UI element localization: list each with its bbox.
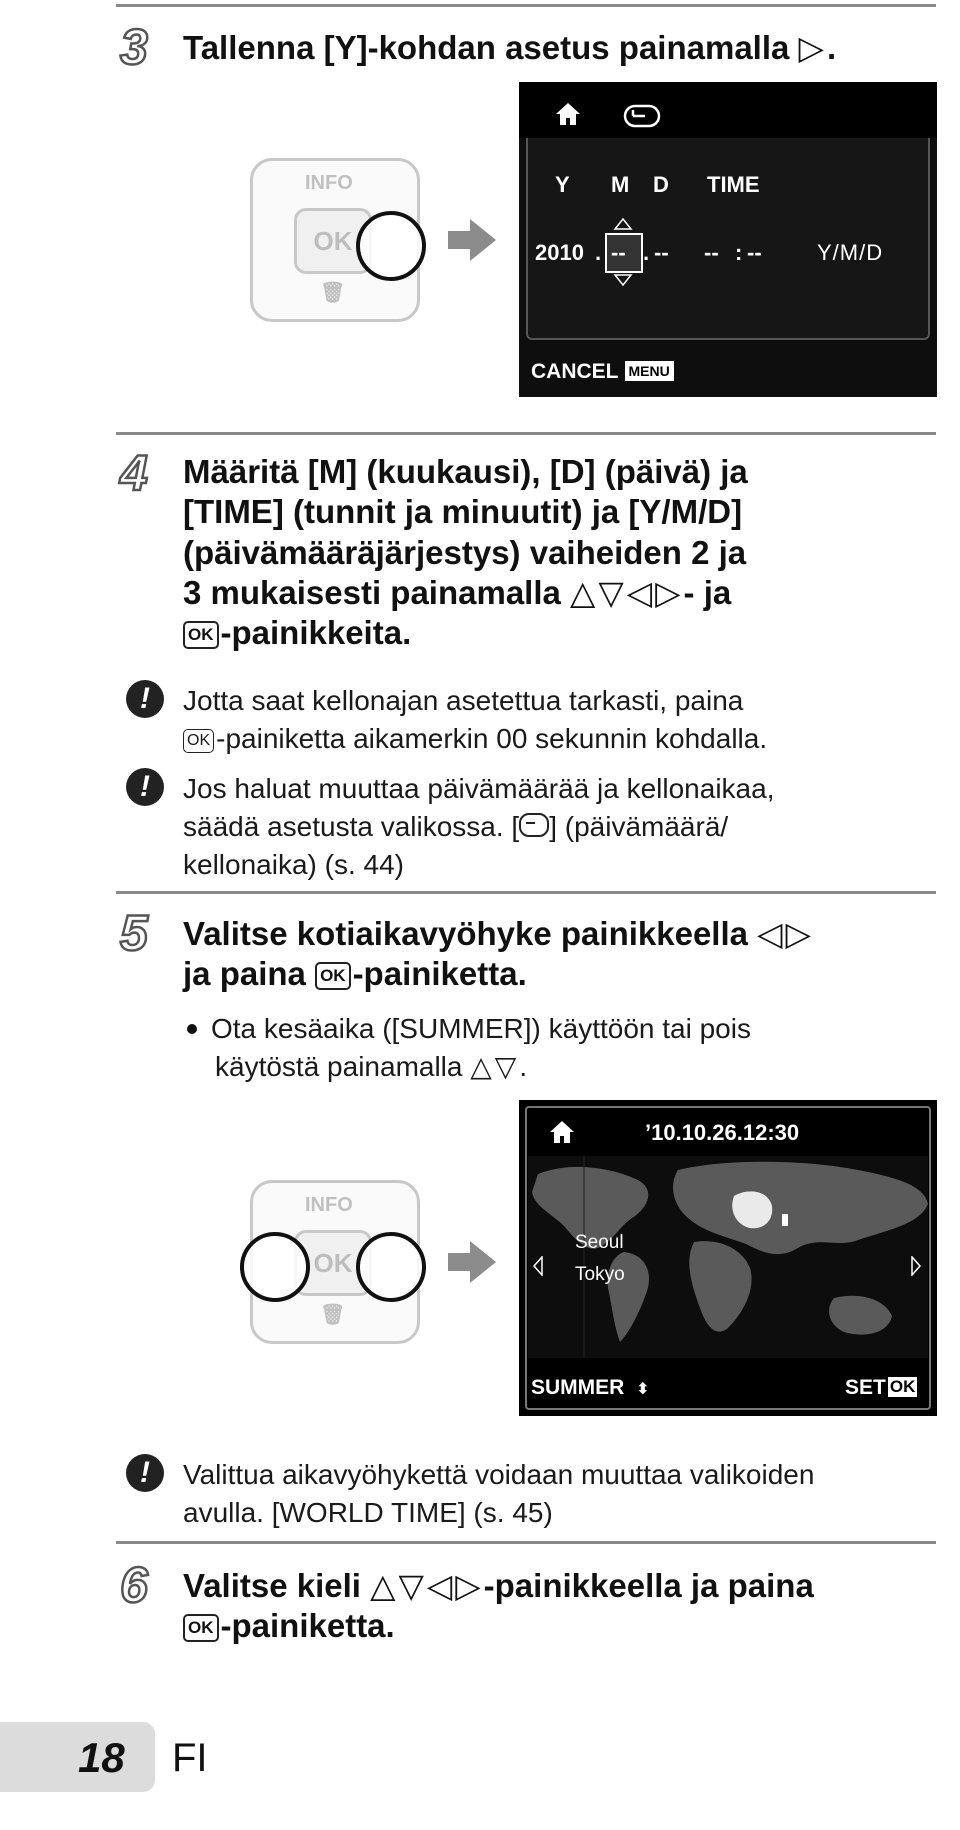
camera-button-pad-1 — [250, 158, 420, 323]
left-right-arrows-icon: ◁▷ — [757, 915, 814, 952]
home-icon — [555, 102, 581, 126]
page-number: 18 — [78, 1734, 125, 1781]
chevron-right-icon — [911, 1256, 921, 1276]
cancel-label: CANCEL MENU — [531, 360, 674, 384]
col-time: TIME — [707, 172, 760, 197]
direction-arrows-icon: △▽◁▷ — [570, 573, 684, 611]
step-number-3: 3 — [120, 19, 148, 75]
section-divider-4 — [116, 432, 936, 435]
step5-heading: Valitse kotiaikavyöhyke painikkeella ◁▷ ja paina OK -painiketta. — [183, 915, 814, 993]
highlight-circle-left — [240, 1232, 310, 1302]
city-tokyo: Tokyo — [575, 1264, 625, 1285]
home-icon — [549, 1120, 575, 1144]
right-arrow-icon: ▷ — [798, 29, 827, 66]
highlight-circle-right — [356, 1232, 426, 1302]
up-arrow-icon — [613, 218, 633, 230]
language-code: FI — [172, 1736, 208, 1780]
down-arrow-icon — [613, 274, 633, 286]
warning-icon: ! — [126, 680, 164, 718]
gray-arrow-icon — [448, 215, 498, 265]
trash-icon: 🗑 — [320, 282, 346, 304]
gray-arrow-icon — [448, 1237, 498, 1287]
up-down-arrows-icon: △▽ — [470, 1050, 520, 1082]
day-value: -- — [654, 240, 669, 265]
month-value: -- — [611, 240, 626, 265]
clock-icon — [623, 104, 661, 128]
note-2: Jos haluat muuttaa päivämäärää ja kellonaikaa, säädä asetusta valikossa. [ ] (päivämäärä/ kellonaika) (s. 44) — [183, 773, 775, 880]
set-label: SET OK — [845, 1376, 916, 1399]
up-down-icon: ⬍ — [636, 1381, 650, 1398]
ok-button-icon: OK — [315, 962, 351, 990]
col-y: Y — [555, 172, 570, 197]
ok-button-icon: OK — [183, 1614, 219, 1642]
info-label: INFO — [305, 172, 353, 194]
clock-icon — [519, 813, 549, 837]
step-number-5: 5 — [120, 905, 148, 961]
info-label: INFO — [305, 1194, 353, 1216]
trash-icon: 🗑 — [320, 1304, 346, 1326]
col-d: D — [653, 172, 669, 197]
ok-badge: OK — [889, 1377, 916, 1396]
step6-heading: Valitse kieli △▽◁▷-painikkeella ja paina OK -painiketta. — [183, 1567, 814, 1645]
datetime-readout: ’10.10.26.12:30 — [645, 1120, 800, 1145]
section-divider-top — [116, 4, 936, 7]
minute-value: -- — [747, 240, 762, 265]
step3-heading: Tallenna [Y]-kohdan asetus painamalla ▷. — [183, 29, 837, 66]
step4-heading: Määritä [M] (kuukausi), [D] (päivä) ja [TIME] (tunnit ja minuutit) ja [Y/M/D] (päivämääräjärjestys) vaiheiden 2 ja 3 mukaisesti painamalla △▽◁▷- ja OK -painikkeita. — [183, 453, 748, 651]
city-seoul: Seoul — [575, 1232, 624, 1253]
warning-icon: ! — [126, 1454, 164, 1492]
year-value: 2010 — [535, 240, 584, 265]
highlight-circle-right — [356, 211, 426, 281]
section-divider-6 — [116, 1541, 936, 1544]
bullet-summer: Ota kesäaika ([SUMMER]) käyttöön tai pois käytöstä painamalla △▽. — [183, 1010, 751, 1086]
camera-button-pad-2 — [240, 1180, 425, 1345]
world-map-image — [528, 1156, 928, 1358]
col-m: M — [611, 172, 630, 197]
note-3: Valittua aikavyöhykettä voidaan muuttaa valikoiden avulla. [WORLD TIME] (s. 45) — [183, 1459, 815, 1528]
menu-badge: MENU — [625, 361, 674, 381]
direction-arrows-icon: △▽◁▷ — [370, 1567, 484, 1604]
date-time-setting-screen: Y M D TIME 2010 . -- . -- -- : -- Y/M/D CANCEL MENU — [519, 82, 937, 397]
ok-button-icon: OK — [183, 621, 219, 649]
date-format-value: Y/M/D — [817, 240, 884, 265]
ok-button-icon: OK — [183, 729, 214, 753]
section-divider-5 — [116, 891, 936, 894]
chevron-left-icon — [533, 1256, 543, 1276]
world-time-screen — [519, 1100, 937, 1416]
ok-button-graphic: OK — [294, 208, 372, 274]
summer-label: SUMMER ⬍ — [531, 1376, 650, 1399]
note-1: Jotta saat kellonajan asetettua tarkasti, paina OK -painiketta aikamerkin 00 sekunnin kohdalla. — [183, 685, 768, 754]
step-number-4: 4 — [120, 445, 148, 501]
step-number-6: 6 — [120, 1557, 148, 1613]
settings-panel — [526, 138, 930, 340]
bullet-dot — [187, 1024, 197, 1034]
ok-button-graphic: OK — [294, 1230, 372, 1296]
warning-icon: ! — [126, 768, 164, 806]
hour-value: -- — [704, 240, 719, 265]
